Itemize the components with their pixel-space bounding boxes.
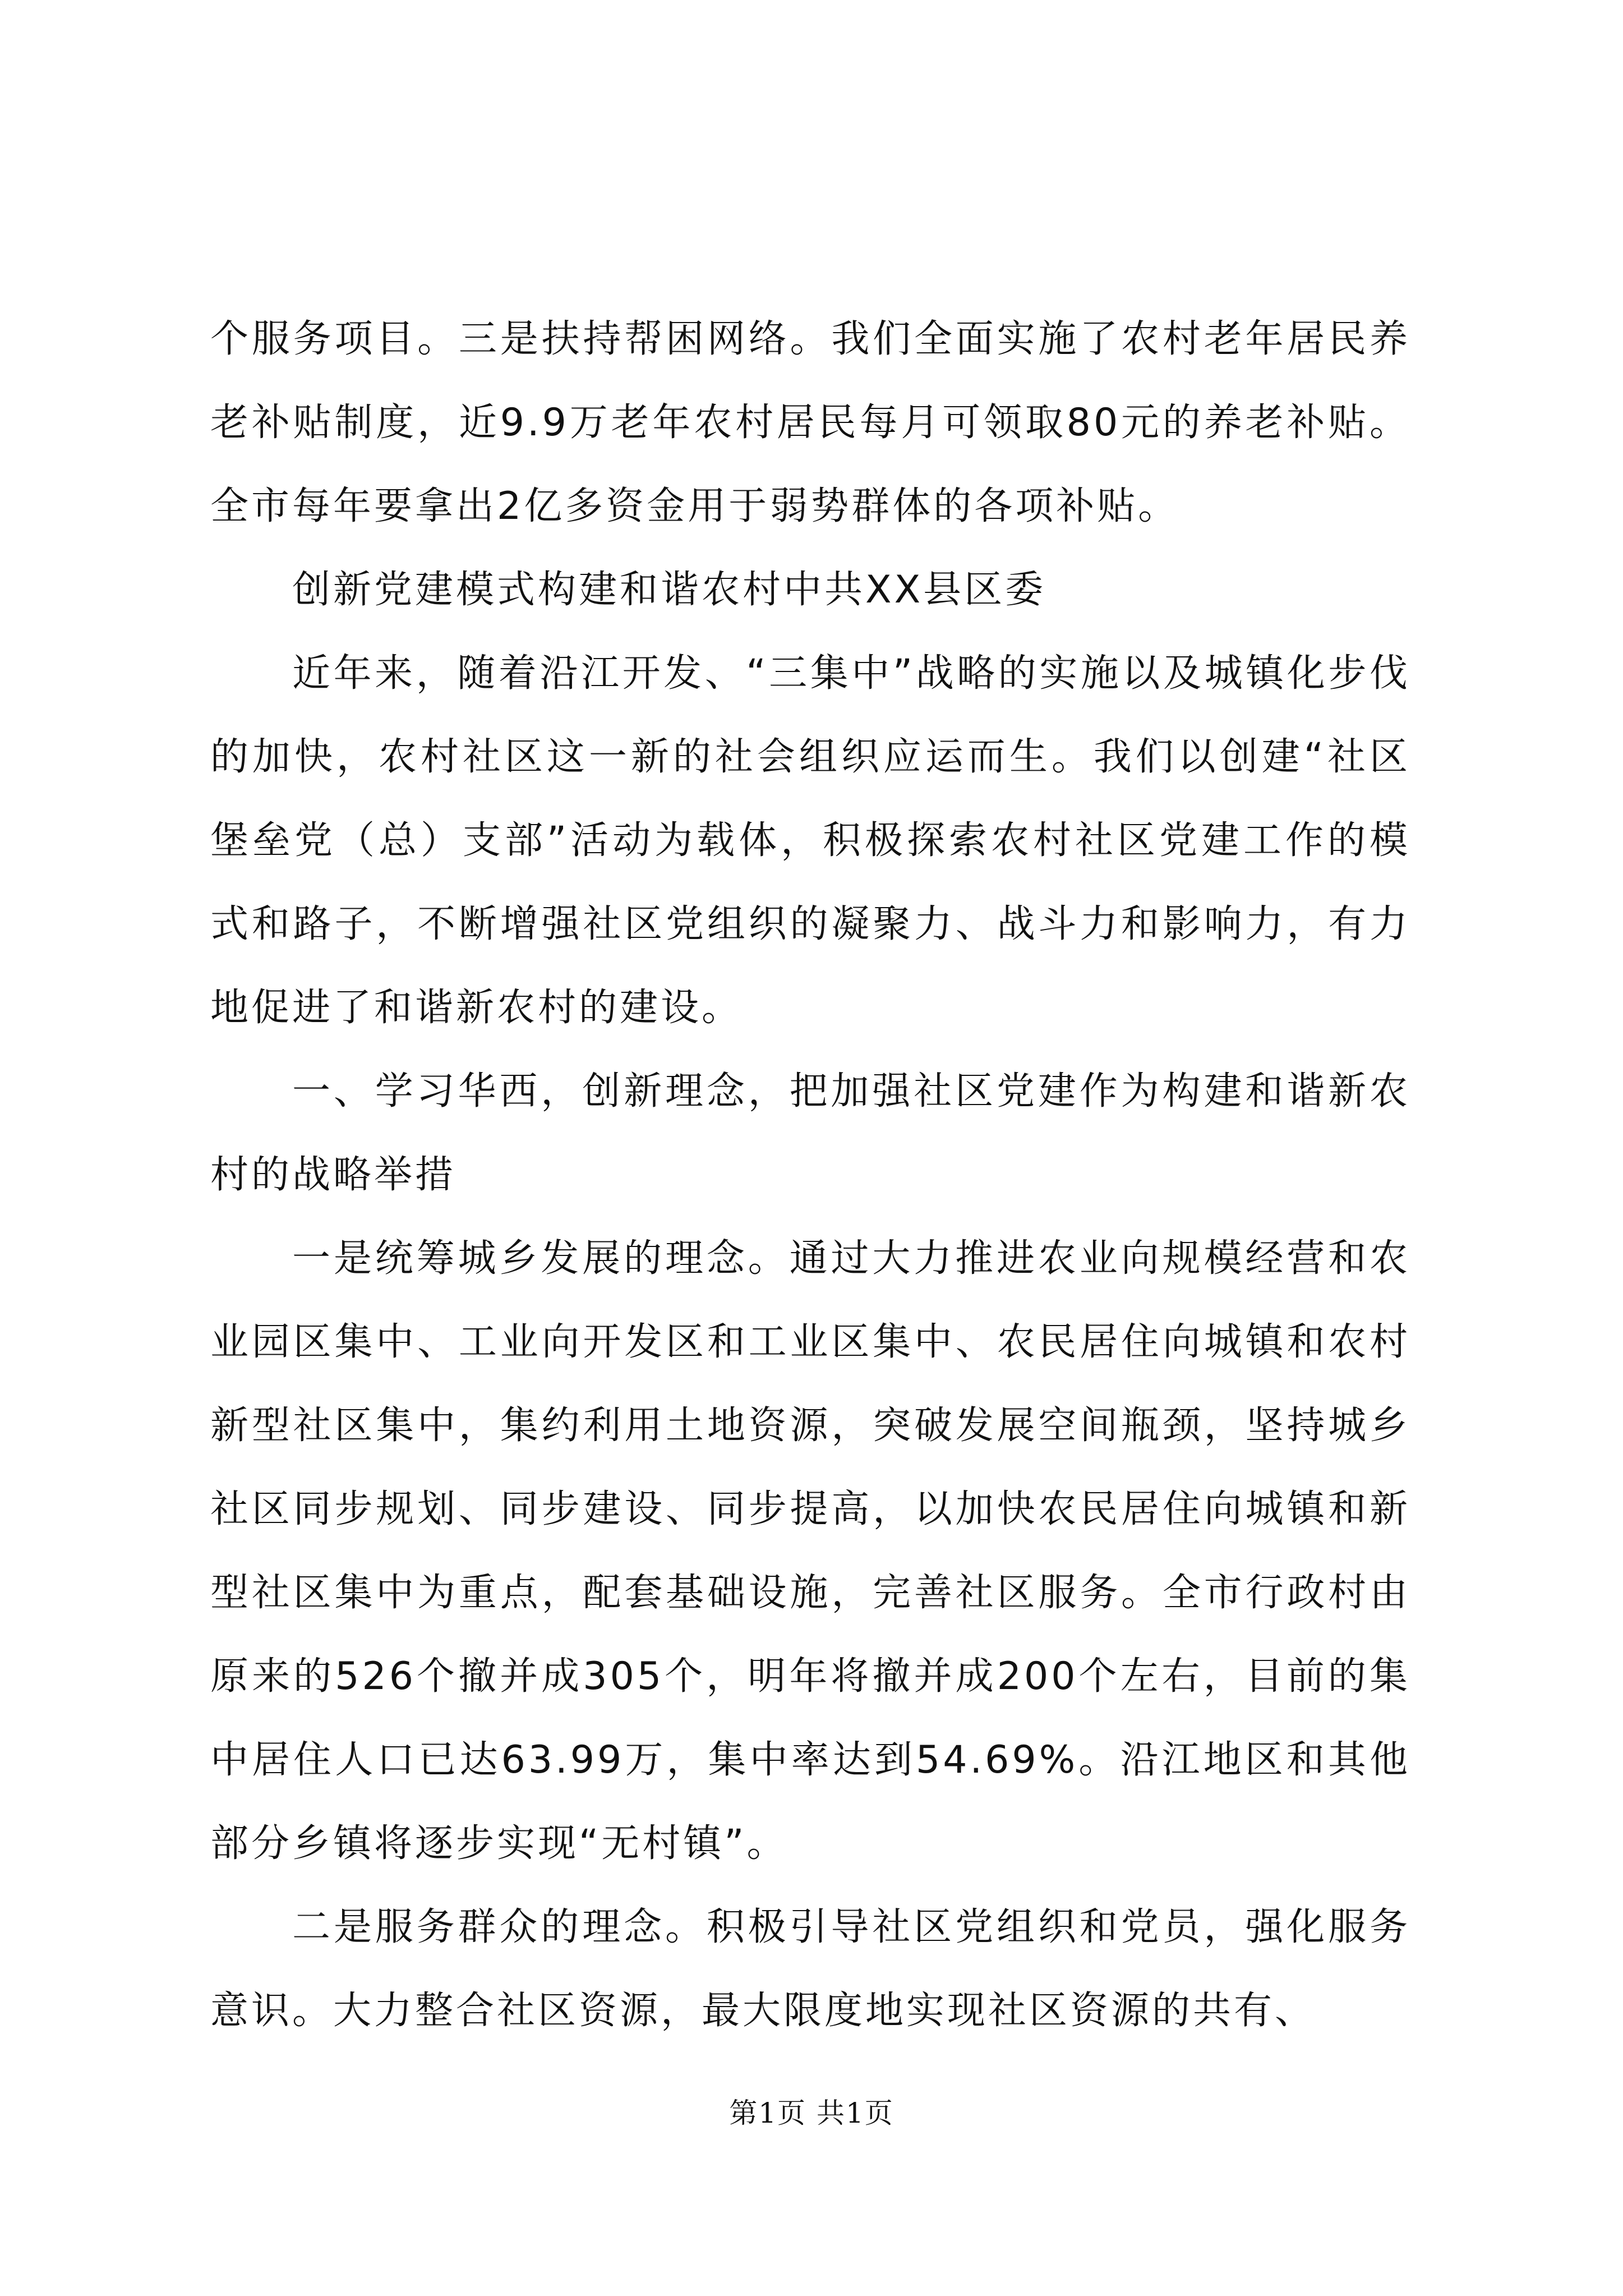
page-footer: 第1页 共1页	[729, 2097, 894, 2129]
paragraph-2-heading: 创新党建模式构建和谐农村中共XX县区委	[292, 568, 1046, 612]
document-body	[210, 297, 1410, 2053]
paragraph-6: 二是服务群众的理念。积极引导社区党组织和党员，强化服务意识。大力整合社区资源，最大限度地实现社区资源的共有、	[210, 1905, 1410, 2033]
paragraph-5: 一是统筹城乡发展的理念。通过大力推进农业向规模经营和农业园区集中、工业向开发区和工业区集中、农民居住向城镇和农村新型社区集中，集约利用土地资源，突破发展空间瓶颈，坚持城乡社区同步规划、同步建设、同步提高，以加快农民居住向城镇和新型社区集中为重点，配套基础设施，完善社区服务。全市行政村由原来的526个撤并成305个，明年将撤并成200个左右，目前的集中居住人口已达63.99万，集中率达到54.69%。沿江地区和其他部分乡镇将逐步实现“无村镇”。	[210, 1236, 1410, 1866]
paragraph-4-section-heading: 一、学习华西，创新理念，把加强社区党建作为构建和谐新农村的战略举措	[210, 1069, 1410, 1197]
paragraph-1: 个服务项目。三是扶持帮困网络。我们全面实施了农村老年居民养老补贴制度，近9.9万老年农村居民每月可领取80元的养老补贴。全市每年要拿出2亿多资金用于弱势群体的各项补贴。	[210, 317, 1410, 528]
paragraph-3: 近年来，随着沿江开发、“三集中”战略的实施以及城镇化步伐的加快，农村社区这一新的社会组织应运而生。我们以创建“社区堡垒党（总）支部”活动为载体，积极探索农村社区党建工作的模式和路子，不断增强社区党组织的凝聚力、战斗力和影响力，有力地促进了和谐新农村的建设。	[210, 651, 1410, 1030]
